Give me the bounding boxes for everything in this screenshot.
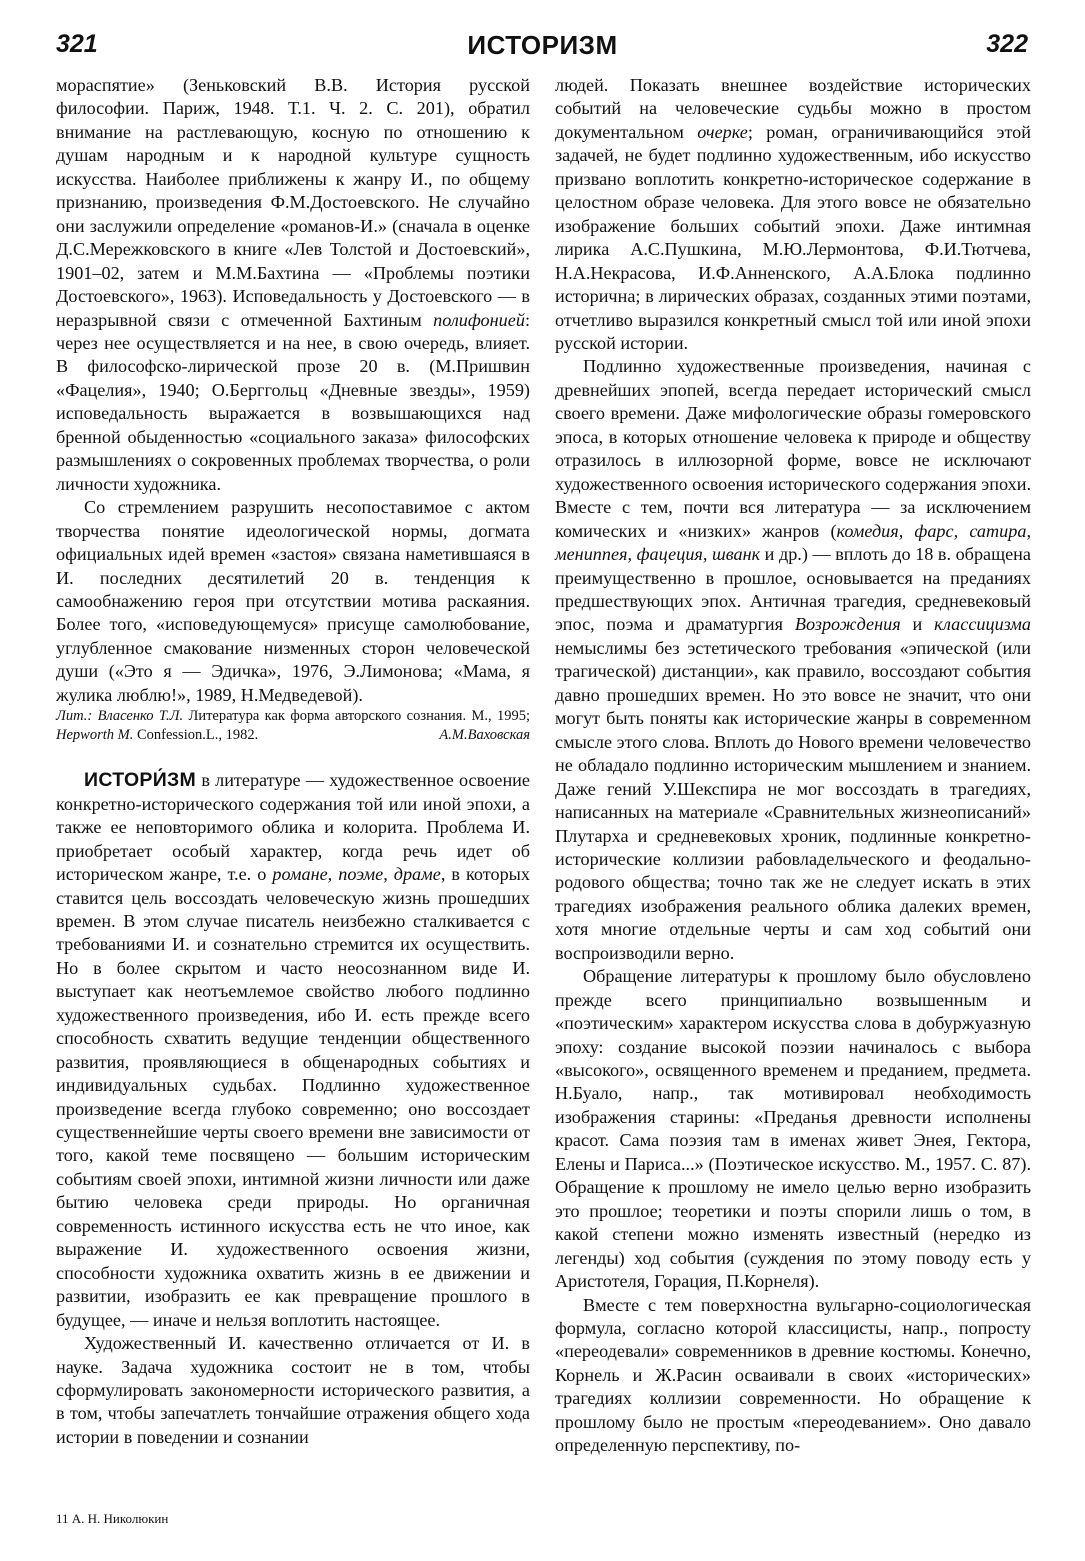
right-text-column (555, 74, 1031, 1458)
signature-mark: 11 А. Н. Николюкин (56, 1511, 169, 1526)
entry-term: ИСТОРИ́ЗМ (84, 769, 197, 792)
left-text-column (56, 74, 530, 1449)
paragraph: Подлинно художественные произведения, начиная с древнейших эпопей, всегда передает исторический смысл своего времени. Даже мифологические образы гомеровского эпоса, в которых отношение человека к природе и обществу отразилось в иллюзорной форме, вовсе не исключают художественного освоения исторического содержания эпохи. Вместе с тем, почти вся литература — за исключением комических и «низких» жанров (комедия, фарс, сатира, мениппея, фацеция, шванк и др.) — вплоть до 18 в. обращена преимущественно в прошлое, основывается на преданиях предшествующих эпох. Античная трагедия, средневековый эпос, поэма и драматургия Возрождения и классицизма немыслимы без эстетического требования «эпической (или трагической) дистанции», как правило, воссоздают события давно прошедших времен. Но это вовсе не значит, что они могут быть поняты как исторические жанры в современном смысле этого слова. Вплоть до Нового времени человечество не обладало подлинно историческим мышлением и знанием. Даже гений У.Шекспира не мог воссоздать в трагедиях, написанных на материале «Сравнительных жизнеописаний» Плутарха и средневековых хроник, подлинные конкретно-исторические коллизии рабовладельческого и феодально-родового общества; точно так же не следует искать в этих трагедиях изображения реального облика далеких времен, хотя многие отдельные черты и сам ход событий они воспроизводили верно. (555, 356, 1032, 963)
paragraph: Художественный И. качественно отличается от И. в науке. Задача художника состоит не в том, чтобы сформулировать закономерности исторического развития, а в том, чтобы запечатлеть тончайшие отражения общего хода истории в поведении и сознании (56, 1333, 530, 1447)
literature-references: Лит.: Власенко Т.Л. Литература как форма авторского сознания. М., 1995; Hepworth M. Confession.L., 1982. А.М.Ваховская (56, 708, 530, 744)
running-head-title: ИСТОРИЗМ (467, 30, 618, 60)
page-number-right: 322 (986, 30, 1028, 58)
page-number-left: 321 (56, 30, 98, 58)
paragraph: Обращение литературы к прошлому было обусловлено прежде всего принципиально возвышенным и «поэтическим» характером искусства слова в добуржуазную эпоху: создание высокой поэзии начиналось с выбора «высокого», освященного временем и преданием, предмета. Н.Буало, напр., так мотивировал необходимость изображения старины: «Преданья древности исполнены красот. Сама поэзия там в именах живет Энея, Гектора, Елены и Париса...» (Поэтическое искусство. М., 1957. С. 87). Обращение к прошлому не имело целью верно изобразить это прошлое; теоретики и поэты спорили лишь о том, в какой степени можно изменять известный (нередко из легенды) ход события (суждения по этому поводу есть у Аристотеля, Горация, П.Корнеля). (555, 966, 1031, 1292)
paragraph: Со стремлением разрушить несопоставимое с актом творчества понятие идеологической нормы, догмата официальных идей времен «застоя» связана наметившаяся в И. последних десятилетий 20 в. тенденция к самообнажению героя при отсутствии мотива раскаяния. Более того, «исповедующемуся» присуще самолюбование, углубленное смакование низменных сторон человеческой души («Это я — Эдичка», 1976, Э.Лимонова; «Мама, я жулика люблю!», 1989, Н.Медведевой). (56, 497, 530, 705)
paragraph: людей. Показать внешнее воздействие исторических событий на человеческие судьбы можно в простом документальном очерке; роман, ограничивающийся этой задачей, не будет подлинно художественным, ибо искусство призвано воплотить конкретно-историческое содержание в целостном образе человека. Для этого вовсе не обязательно изображение больших событий эпохи. Даже интимная лирика А.С.Пушкина, М.Ю.Лермонтова, Ф.И.Тютчева, Н.А.Некрасова, И.Ф.Анненского, А.А.Блока подлинно исторична; в лирических образах, созданных этими поэтами, отчетливо выразился конкретный смысл той или иной эпохи русской истории. (555, 75, 1031, 353)
paragraph: мораспятие» (Зеньковский В.В. История русской философии. Париж, 1948. Т.1. Ч. 2. С. 201), обратил внимание на растлевающую, косную по отношению к душам народным и к народной культуре сущность искусства. Наиболее приближены к жанру И., по общему признанию, произведения Ф.М.Достоевского. Не случайно они заслужили определение «романов-И.» (сначала в оценке Д.С.Мережковского в книге «Лев Толстой и Достоевский», 1901–02, затем и М.М.Бахтина — «Проблемы поэтики Достоевского», 1963). Исповедальность у Достоевского — в неразрывной связи с отмеченной Бахтиным полифонией: через нее осуществляется и на нее, в свою очередь, влияет. В философско-лирической прозе 20 в. (М.Пришвин «Фацелия», 1940; О.Берггольц «Дневные звезды», 1959) исповедальность выражается в возвышающихся над бренной обыденностью «социального заказа» философских размышлениях о сокровенных проблемах творчества, о роли личности художника. (56, 75, 530, 494)
paragraph: Вместе с тем поверхностна вульгарно-социологическая формула, согласно которой классицисты, напр., попросту «переодевали» современников в древние костюмы. Конечно, Корнель и Ж.Расин осваивали в своих «исторических» трагедиях коллизии современности. Но обращение к прошлому было не простым «переодеванием». Оно давало определенную перспективу, по- (555, 1294, 1031, 1456)
entry-paragraph: ИСТОРИ́ЗМ в литературе — художественное освоение конкретно-исторического содержания той или иной эпохи, а также ее неповторимого облика и колорита. Проблема И. приобретает особый характер, когда речь идет об историческом жанре, т.е. о романе, поэме, драме, в которых ставится цель воссоздать человеческую жизнь прошедших времен. В этом случае писатель неизбежно сталкивается с требованиями И. и сознательно стремится их осуществить. Но в более скрытом и часто неосознанном виде И. выступает как неотъемлемое свойство любого подлинно художественного произведения, ибо И. есть прежде всего способность схватить ведущие тенденции общественного развития, проявляющиеся в общенародных событиях и индивидуальных судьбах. Подлинно художественное произведение всегда глубоко современно; оно воссоздает существеннейшие черты своего времени вне зависимости от того, какой теме посвящено — большим историческим событиям своей эпохи, интимной жизни личности или даже бытию человека среди природы. Но органичная современность истинного искусства есть не что иное, как выражение И. художественного освоения жизни, способности художника охватить жизнь в ее движении и развитии, изобразить ее как превращение прошлого в будущее, — иначе и нельзя воплотить настоящее. (56, 769, 530, 1330)
article-author: А.М.Ваховская (439, 727, 530, 744)
